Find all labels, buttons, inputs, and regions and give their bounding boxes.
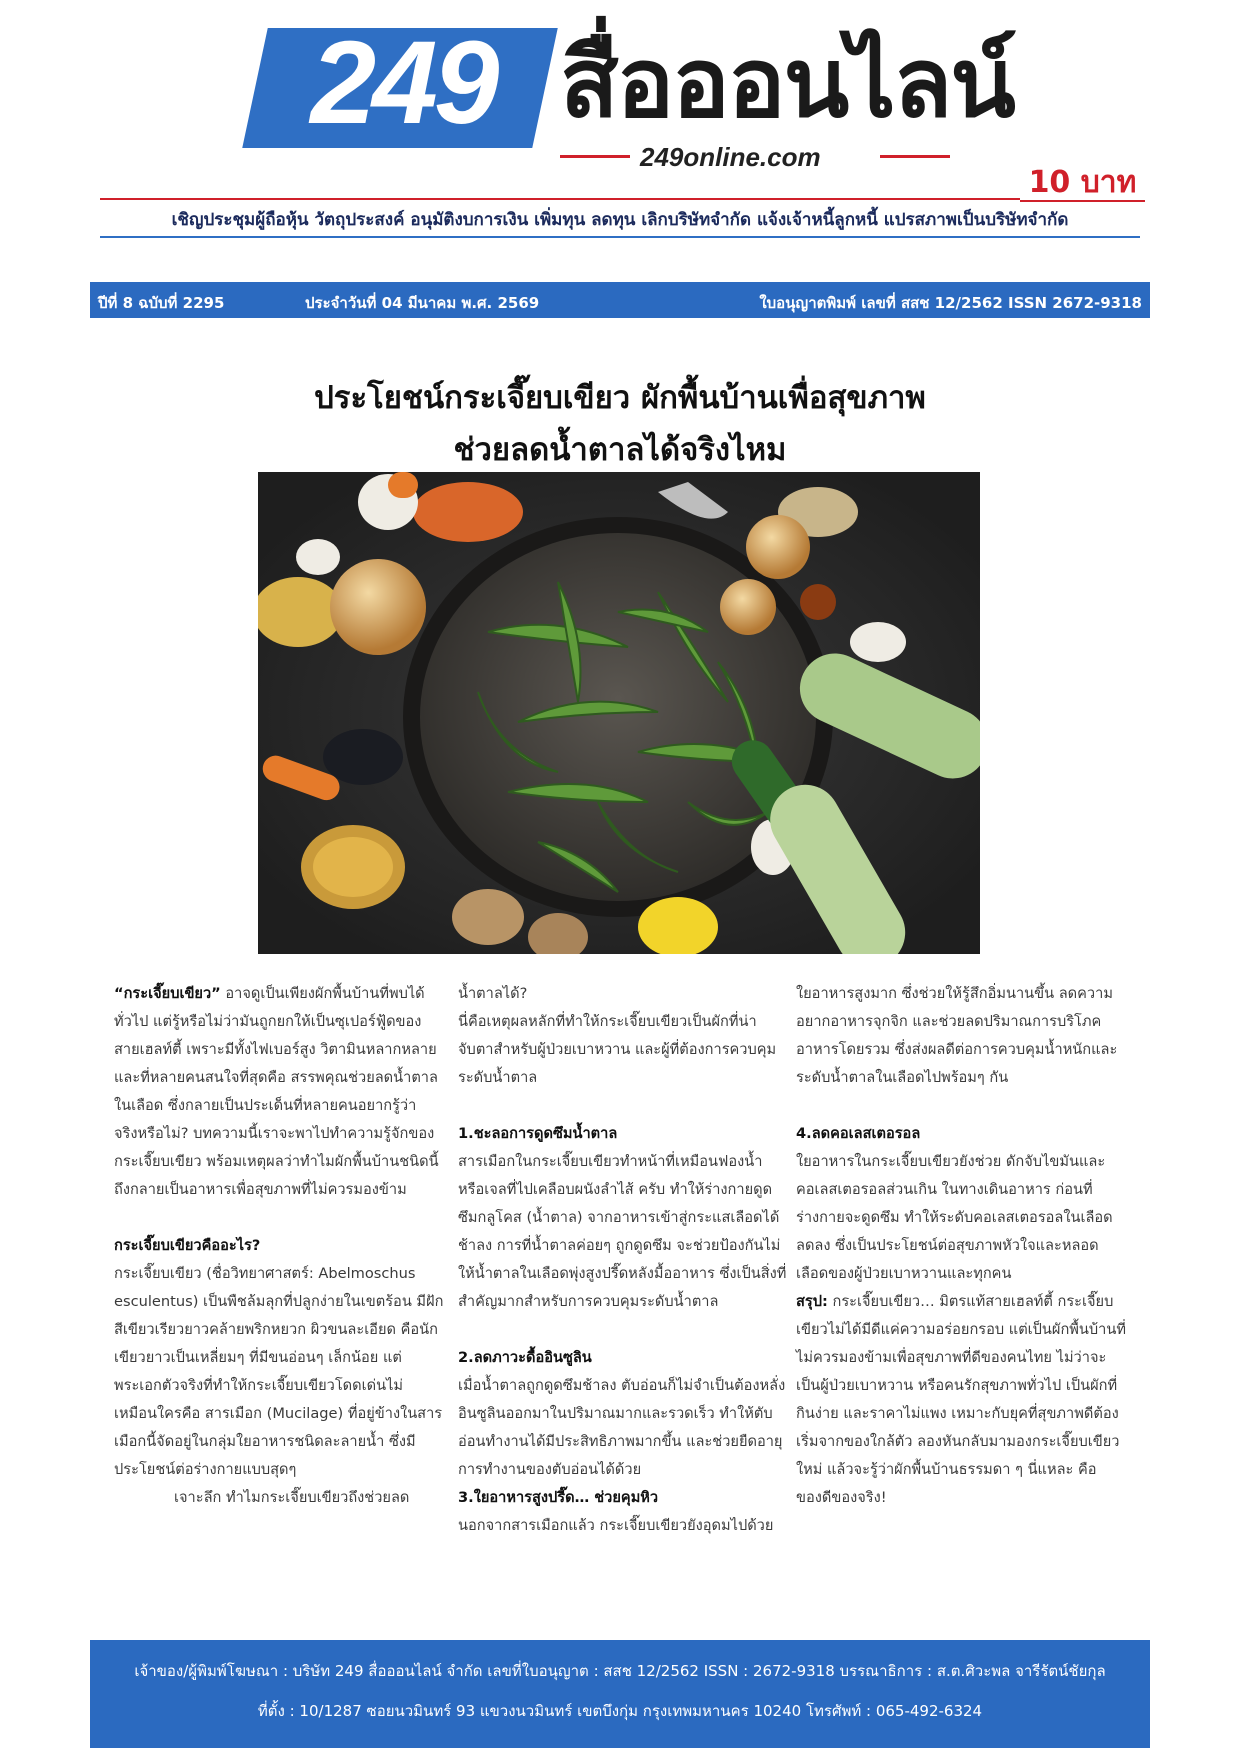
- lead-keyword: “กระเจี๊ยบเขียว”: [114, 985, 221, 1002]
- site-url: 249online.com: [640, 142, 821, 172]
- section-heading: 4.ลดคอเลสเตอรอล: [796, 1125, 921, 1142]
- logo-number: 249: [310, 17, 496, 149]
- section-heading: 2.ลดภาวะดื้ออินซูลิน: [458, 1349, 592, 1366]
- issue-info-bar: [90, 282, 1150, 318]
- headline-line-1: ประโยชน์กระเจี๊ยบเขียว ผักพื้นบ้านเพื่อสุขภาพ: [314, 380, 926, 416]
- article-column-1: [114, 980, 444, 1512]
- article-paragraph: ใยอาหารสูงมาก ซึ่งช่วยให้รู้สึกอิ่มนานขึ้น ลดความอยากอาหารจุกจิก และช่วยลดปริมาณการบริโภคอาหารโดยรวม ซึ่งส่งผลดีต่อการควบคุมน้ำหนักและระดับน้ำตาลในเลือดไปพร้อมๆ กัน: [796, 985, 1118, 1086]
- article-paragraph: ใยอาหารในกระเจี๊ยบเขียวยังช่วย ดักจับไขมันและคอเลสเตอรอลส่วนเกิน ในทางเดินอาหาร ก่อนที่ร่างกายจะดูดซึม ทำให้ระดับคอเลสเตอรอลในเลือดลดลง ซึ่งเป็นประโยชน์ต่อสุขภาพหัวใจและหลอดเลือดของผู้ป่วยเบาหวานและทุกคน: [796, 1153, 1113, 1282]
- article-column-3: [796, 980, 1126, 1512]
- section-heading: 3.ใยอาหารสูงปรี๊ด… ช่วยคุมหิว: [458, 1489, 659, 1506]
- url-divider-right: [880, 155, 950, 158]
- footer-publisher-line: เจ้าของ/ผู้พิมพ์โฆษณา : บริษัท 249 สื่อออนไลน์ จำกัด เลขที่ใบอนุญาต : สสช 12/2562 ISSN : 2672-9318 บรรณาธิการ : ส.ต.ศิวะพล จารีรัตน์ชัยกุล: [134, 1662, 1106, 1680]
- section-heading: กระเจี๊ยบเขียวคืออะไร?: [114, 1237, 261, 1254]
- issue-date: ประจำวันที่ 04 มีนาคม พ.ศ. 2569: [305, 294, 540, 312]
- okra-bowl-photo: [258, 472, 980, 954]
- url-divider-left: [560, 155, 630, 158]
- issue-number: ปีที่ 8 ฉบับที่ 2295: [98, 294, 225, 312]
- summary-label: สรุป:: [796, 1293, 828, 1310]
- lead-text: อาจดูเป็นเพียงผักพื้นบ้านที่พบได้ทั่วไป แต่รู้หรือไม่ว่ามันถูกยกให้เป็นซุเปอร์ฟู้ดของสายเฮลท์ตี้ เพราะมีทั้งไฟเบอร์สูง วิตามินหลากหลาย และที่หลายคนสนใจที่สุดคือ สรรพคุณช่วยลดน้ำตาลในเลือด ซึ่งกลายเป็นประเด็นที่หลายคนอยากรู้ว่า จริงหรือไม่? บทความนี้เราจะพาไปทำความรู้จักของกระเจี๊ยบเขียว พร้อมเหตุผลว่าทำไมผักพื้นบ้านชนิดนี้ถึงกลายเป็นอาหารเพื่อสุขภาพที่ไม่ควรมองข้าม: [114, 985, 439, 1198]
- publisher-footer: [90, 1640, 1150, 1748]
- summary-paragraph: [796, 1288, 1126, 1512]
- services-divider: [100, 236, 1140, 238]
- footer-address-line: ที่ตั้ง : 10/1287 ซอยนวมินทร์ 93 แขวงนวมินทร์ เขตบึงกุ่ม กรุงเทพมหานคร 10240 โทรศัพท์ : 065-492-6324: [257, 1702, 983, 1720]
- article-headline: [120, 372, 1120, 476]
- article-paragraph: เมื่อน้ำตาลถูกดูดซึมช้าลง ตับอ่อนก็ไม่จำเป็นต้องหลั่งอินซูลินออกมาในปริมาณมากและรวดเร็ว ทำให้ตับอ่อนทำงานได้มีประสิทธิภาพมากขึ้น และช่วยยืดอายุการทำงานของตับอ่อนได้ด้วย: [458, 1377, 786, 1478]
- article-paragraph: กระเจี๊ยบเขียว (ชื่อวิทยาศาสตร์: Abelmoschus esculentus) เป็นพืชล้มลุกที่ปลูกง่ายในเขตร้อน มีฝักสีเขียวเรียวยาวคล้ายพริกหยวก ผิวขนละเอียด คือนักเขียวยาวเป็นเหลี่ยมๆ ที่มีขนอ่อนๆ เล็กน้อย แต่พระเอกตัวจริงที่ทำให้กระเจี๊ยบเขียวโดดเด่นไม่เหมือนใครคือ สารเมือก (Mucilage) ที่อยู่ข้างในสารเมือกนี้จัดอยู่ในกลุ่มใยอาหารชนิดละลายน้ำ ซึ่งมีประโยชน์ต่อร่างกายแบบสุดๆ: [114, 1265, 444, 1478]
- article-lead-paragraph: [114, 980, 444, 1204]
- license-info: ใบอนุญาตพิมพ์ เลขที่ สสช 12/2562 ISSN 2672-9318: [759, 294, 1142, 312]
- price-divider: [100, 198, 1030, 200]
- article-paragraph: เจาะลึก ทำไมกระเจี๊ยบเขียวถึงช่วยลด: [174, 1489, 410, 1506]
- services-tagline: เชิญประชุมผู้ถือหุ้น วัตถุประสงค์ อนุมัติงบการเงิน เพิ่มทุน ลดทุน เลิกบริษัทจำกัด แจ้งเจ้าหนี้ลูกหนี้ แปรสภาพเป็นบริษัทจำกัด: [171, 210, 1069, 230]
- article-paragraph: นอกจากสารเมือกแล้ว กระเจี๊ยบเขียวยังอุดมไปด้วย: [458, 1517, 774, 1534]
- headline-line-2: ช่วยลดน้ำตาลได้จริงไหม: [453, 432, 787, 468]
- article-paragraph: น้ำตาลได้?: [458, 985, 528, 1002]
- summary-text: กระเจี๊ยบเขียว… มิตรแท้สายเฮลท์ตี้ กระเจี๊ยบเขียวไม่ได้มีดีแค่ความอร่อยกรอบ แต่เป็นผักพื้นบ้านที่ไม่ควรมองข้ามเพื่อสุขภาพที่ดีของคนไทย ไม่ว่าจะเป็นผู้ป่วยเบาหวาน หรือคนรักสุขภาพทั่วไป เป็นผักที่กินง่าย และราคาไม่แพง เหมาะกับยุคที่สุขภาพดีต้องเริ่มจากของใกล้ตัว ลองหันกลับมามองกระเจี๊ยบเขียวใหม่ แล้วจะรู้ว่าผักพื้นบ้านธรรมดา ๆ นี่แหละ คือของดีของจริง!: [796, 1293, 1126, 1506]
- logo-thai-name: สื่อออนไลน์: [560, 27, 1014, 139]
- article-paragraph: สารเมือกในกระเจี๊ยบเขียวทำหน้าที่เหมือนฟองน้ำหรือเจลที่ไปเคลือบผนังลำไส้ ครับ ทำให้ร่างกายดูดซึมกลูโคส (น้ำตาล) จากอาหารเข้าสู่กระแสเลือดได้ช้าลง การที่น้ำตาลค่อยๆ ถูกดูดซึม จะช่วยป้องกันไม่ให้น้ำตาลในเลือดพุ่งสูงปรี๊ดหลังมื้ออาหาร ซึ่งเป็นสิ่งที่สำคัญมากสำหรับการควบคุมระดับน้ำตาล: [458, 1153, 787, 1310]
- section-heading: 1.ชะลอการดูดซึมน้ำตาล: [458, 1125, 618, 1142]
- price-tag: 10 บาท: [1020, 166, 1145, 202]
- article-paragraph: นี่คือเหตุผลหลักที่ทำให้กระเจี๊ยบเขียวเป็นผักที่น่าจับตาสำหรับผู้ป่วยเบาหวาน และผู้ที่ต้องการควบคุมระดับน้ำตาล: [458, 1013, 777, 1086]
- article-column-2: [458, 980, 788, 1540]
